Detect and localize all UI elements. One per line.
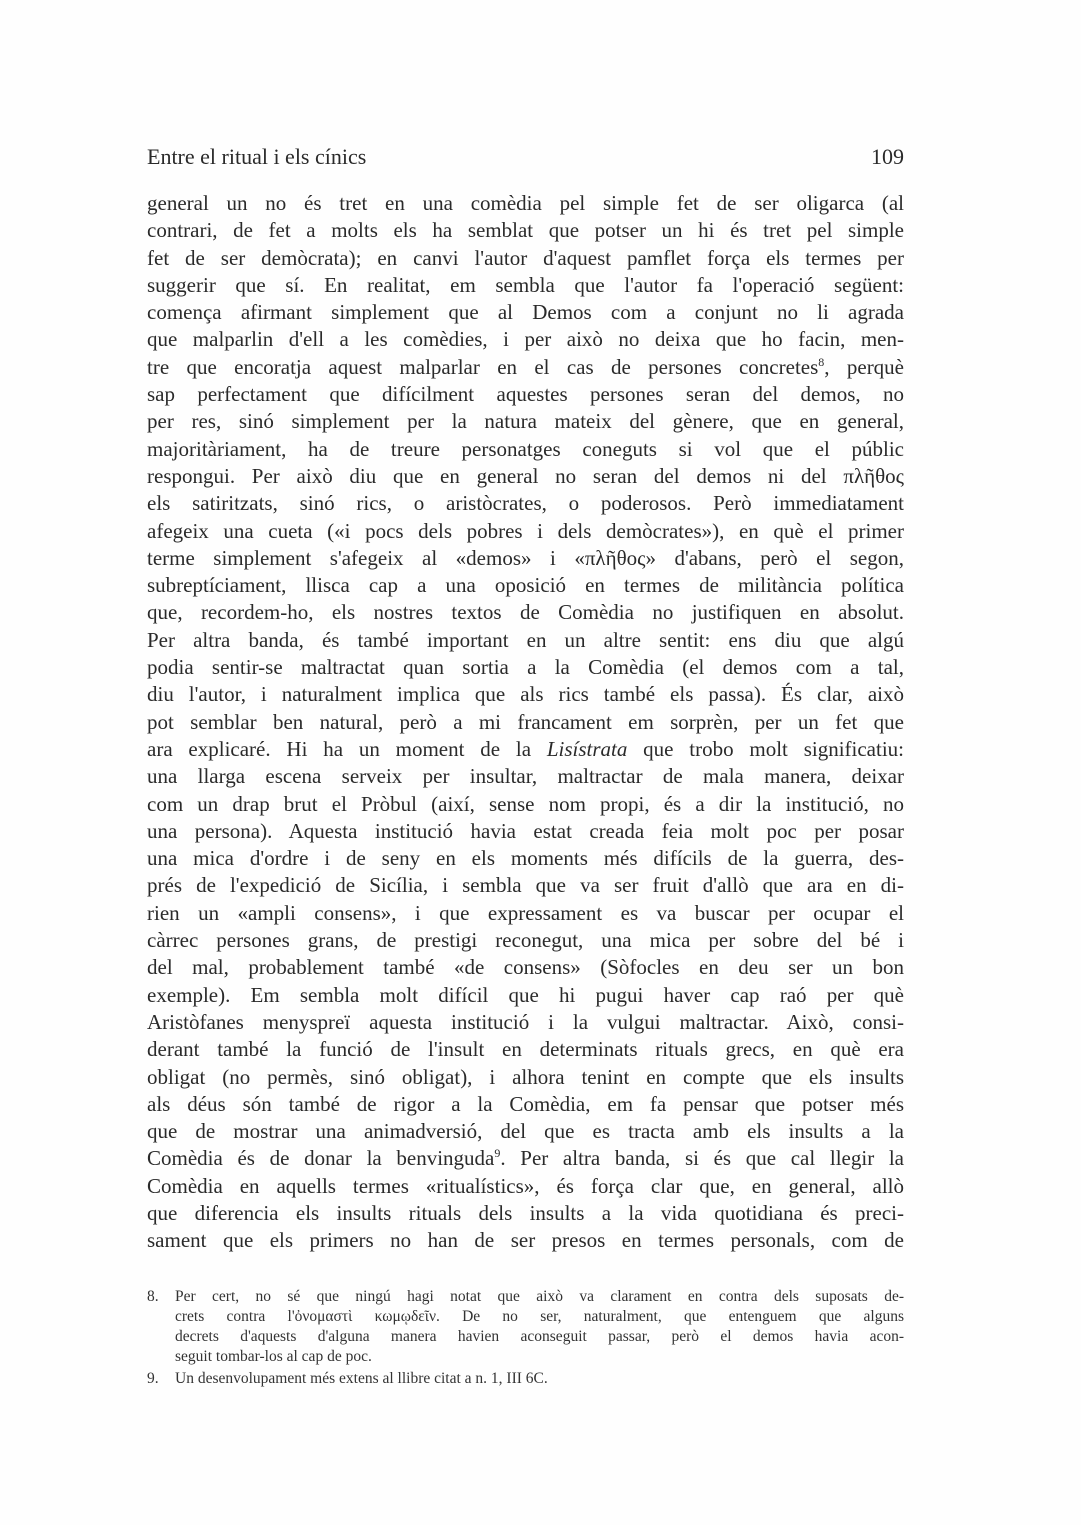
body-line: majoritàriament, ha de treure personatges coneguts si vol que el públic (147, 436, 904, 461)
running-head-title: Entre el ritual i els cínics (147, 144, 367, 169)
body-text-run: . Per altra banda, si és que cal llegir la (500, 1146, 904, 1171)
body-line: terme simplement s'afegeix al «demos» i «πλῆθος» d'abans, però el segon, (147, 545, 904, 570)
body-line: comença afirmant simplement que al Demos com a conjunt no li agrada (147, 300, 904, 325)
body-line: fet de ser demòcrata); en canvi l'autor d'aquest pamflet força els termes per (147, 245, 904, 270)
body-line: Per altra banda, és també important en un altre sentit: ens diu que algú (147, 627, 904, 652)
body-line: derant també la funció de l'insult en determinats rituals grecs, en què era (147, 1037, 904, 1062)
footnote-ref-8[interactable]: 8 (818, 354, 825, 369)
body-line: una mica d'ordre i de seny en els moments més difícils de la guerra, des- (147, 846, 904, 871)
body-text-run: tre que encoratja aquest malparlar en el cas de persones concretes (147, 354, 819, 379)
body-line: els satiritzats, sinó rics, o aristòcrates, o poderosos. Però immediatament (147, 491, 904, 516)
body-line: del mal, probablement també «de consens» (Sòfocles en deu ser un bon (147, 955, 904, 980)
footnotes (147, 1287, 904, 1389)
body-line: Aristòfanes menyspreï aquesta institució i la vulgui maltractar. Això, consi- (147, 1009, 904, 1034)
body-line: sap perfectament que difícilment aquestes persones seran del demos, no (147, 382, 904, 407)
body-line: que de mostrar una animadversió, del que es tracta amb els insults a la (147, 1119, 904, 1144)
body-line: afegeix una cueta («i pocs dels pobres i dels demòcrates»), en què el primer (147, 518, 904, 543)
body-line: podia sentir-se maltractat quan sortia a la Comèdia (el demos com a tal, (147, 655, 904, 680)
page-number: 109 (871, 144, 904, 169)
body-text-run: Comèdia és de donar la benvinguda (147, 1146, 495, 1171)
running-head (147, 140, 904, 174)
body-line: sament que els primers no han de ser presos en termes personals, com de (147, 1228, 904, 1253)
italic-title-lisistrata: Lisístrata (546, 736, 628, 761)
body-line: Comèdia en aquells termes «ritualístics», és força clar que, en general, allò (147, 1173, 904, 1198)
body-line: per res, sinó simplement per la natura mateix del gènere, que en general, (147, 409, 904, 434)
body-line: una llarga escena serveix per insultar, maltractar de mala manera, deixar (147, 764, 904, 789)
body-text-run: , perquè (824, 354, 905, 379)
body-line: contrari, de fet a molts els ha semblat que potser un hi és tret pel simple (147, 218, 904, 243)
body-line: subreptíciament, llisca cap a una oposició en termes de militància política (147, 573, 904, 598)
body-line: diu l'autor, i naturalment implica que als rics també els passa). És clar, això (147, 682, 904, 707)
footnote-9 (147, 1369, 904, 1389)
body-line: prés de l'expedició de Sicília, i sembla que va ser fruit d'allò que ara en di- (147, 873, 904, 898)
body-line: càrrec persones grans, de prestigi reconegut, una mica per sobre del bé i (147, 928, 904, 953)
footnote-number: 9. (147, 1370, 159, 1387)
body-line: suggerir que sí. En realitat, em sembla que l'autor fa l'operació següent: (147, 272, 904, 297)
body-line: exemple). Em sembla molt difícil que hi pugui haver cap raó per què (147, 982, 904, 1007)
body-line (147, 1145, 904, 1172)
footnote-line: crets contra l'ὀνομαστὶ κωμῳδεῖν. De no ser, naturalment, que entenguem que alguns (175, 1308, 904, 1325)
footnote-8 (147, 1287, 904, 1367)
body-line: general un no és tret en una comèdia pel simple fet de ser oligarca (al (147, 191, 904, 215)
footnote-number: 8. (147, 1288, 159, 1305)
footnote-ref-9[interactable]: 9 (494, 1146, 501, 1161)
body-line: pot semblar ben natural, però a mi francament em sorprèn, per un fet que (147, 709, 904, 734)
footnote-line: decrets d'aquests d'alguna manera havien aconseguit passar, però el demos havia acon- (175, 1328, 904, 1345)
footnote-line: seguit tombar-los al cap de poc. (175, 1348, 372, 1365)
body-line (147, 736, 904, 763)
body-text-run: que trobo molt significatiu: (627, 736, 905, 761)
body-line: als déus són també de rigor a la Comèdia, em fa pensar que potser més (147, 1091, 904, 1116)
body-line: que, recordem-ho, els nostres textos de Comèdia no justifiquen en absolut. (147, 600, 904, 625)
body-line: obligat (no permès, sinó obligat), i alhora tenint en compte que els insults (147, 1064, 904, 1089)
body-line: que diferencia els insults rituals dels insults a la vida quotidiana és preci- (147, 1200, 904, 1225)
body-line: rien un «ampli consens», i que expressament es va buscar per ocupar el (147, 900, 904, 925)
body-line: una persona). Aquesta institució havia estat creada feia molt poc per posar (147, 818, 904, 843)
body-line: respongui. Per això diu que en general no seran del demos ni del πλῆθος (147, 463, 904, 488)
body-text-run: ara explicaré. Hi ha un moment de la (147, 736, 547, 761)
body-line (147, 354, 904, 381)
footnote-line: Un desenvolupament més extens al llibre citat a n. 1, III 6C. (175, 1370, 548, 1387)
body-line: com un drap brut el Pròbul (així, sense nom propi, és a dir la institució, no (147, 791, 904, 816)
body-line: que malparlin d'ell a les comèdies, i per això no deixa que ho facin, men- (147, 327, 904, 352)
footnote-line: Per cert, no sé que ningú hagi notat que això va clarament en contra dels suposats de- (175, 1288, 904, 1305)
body-text (147, 190, 904, 1255)
